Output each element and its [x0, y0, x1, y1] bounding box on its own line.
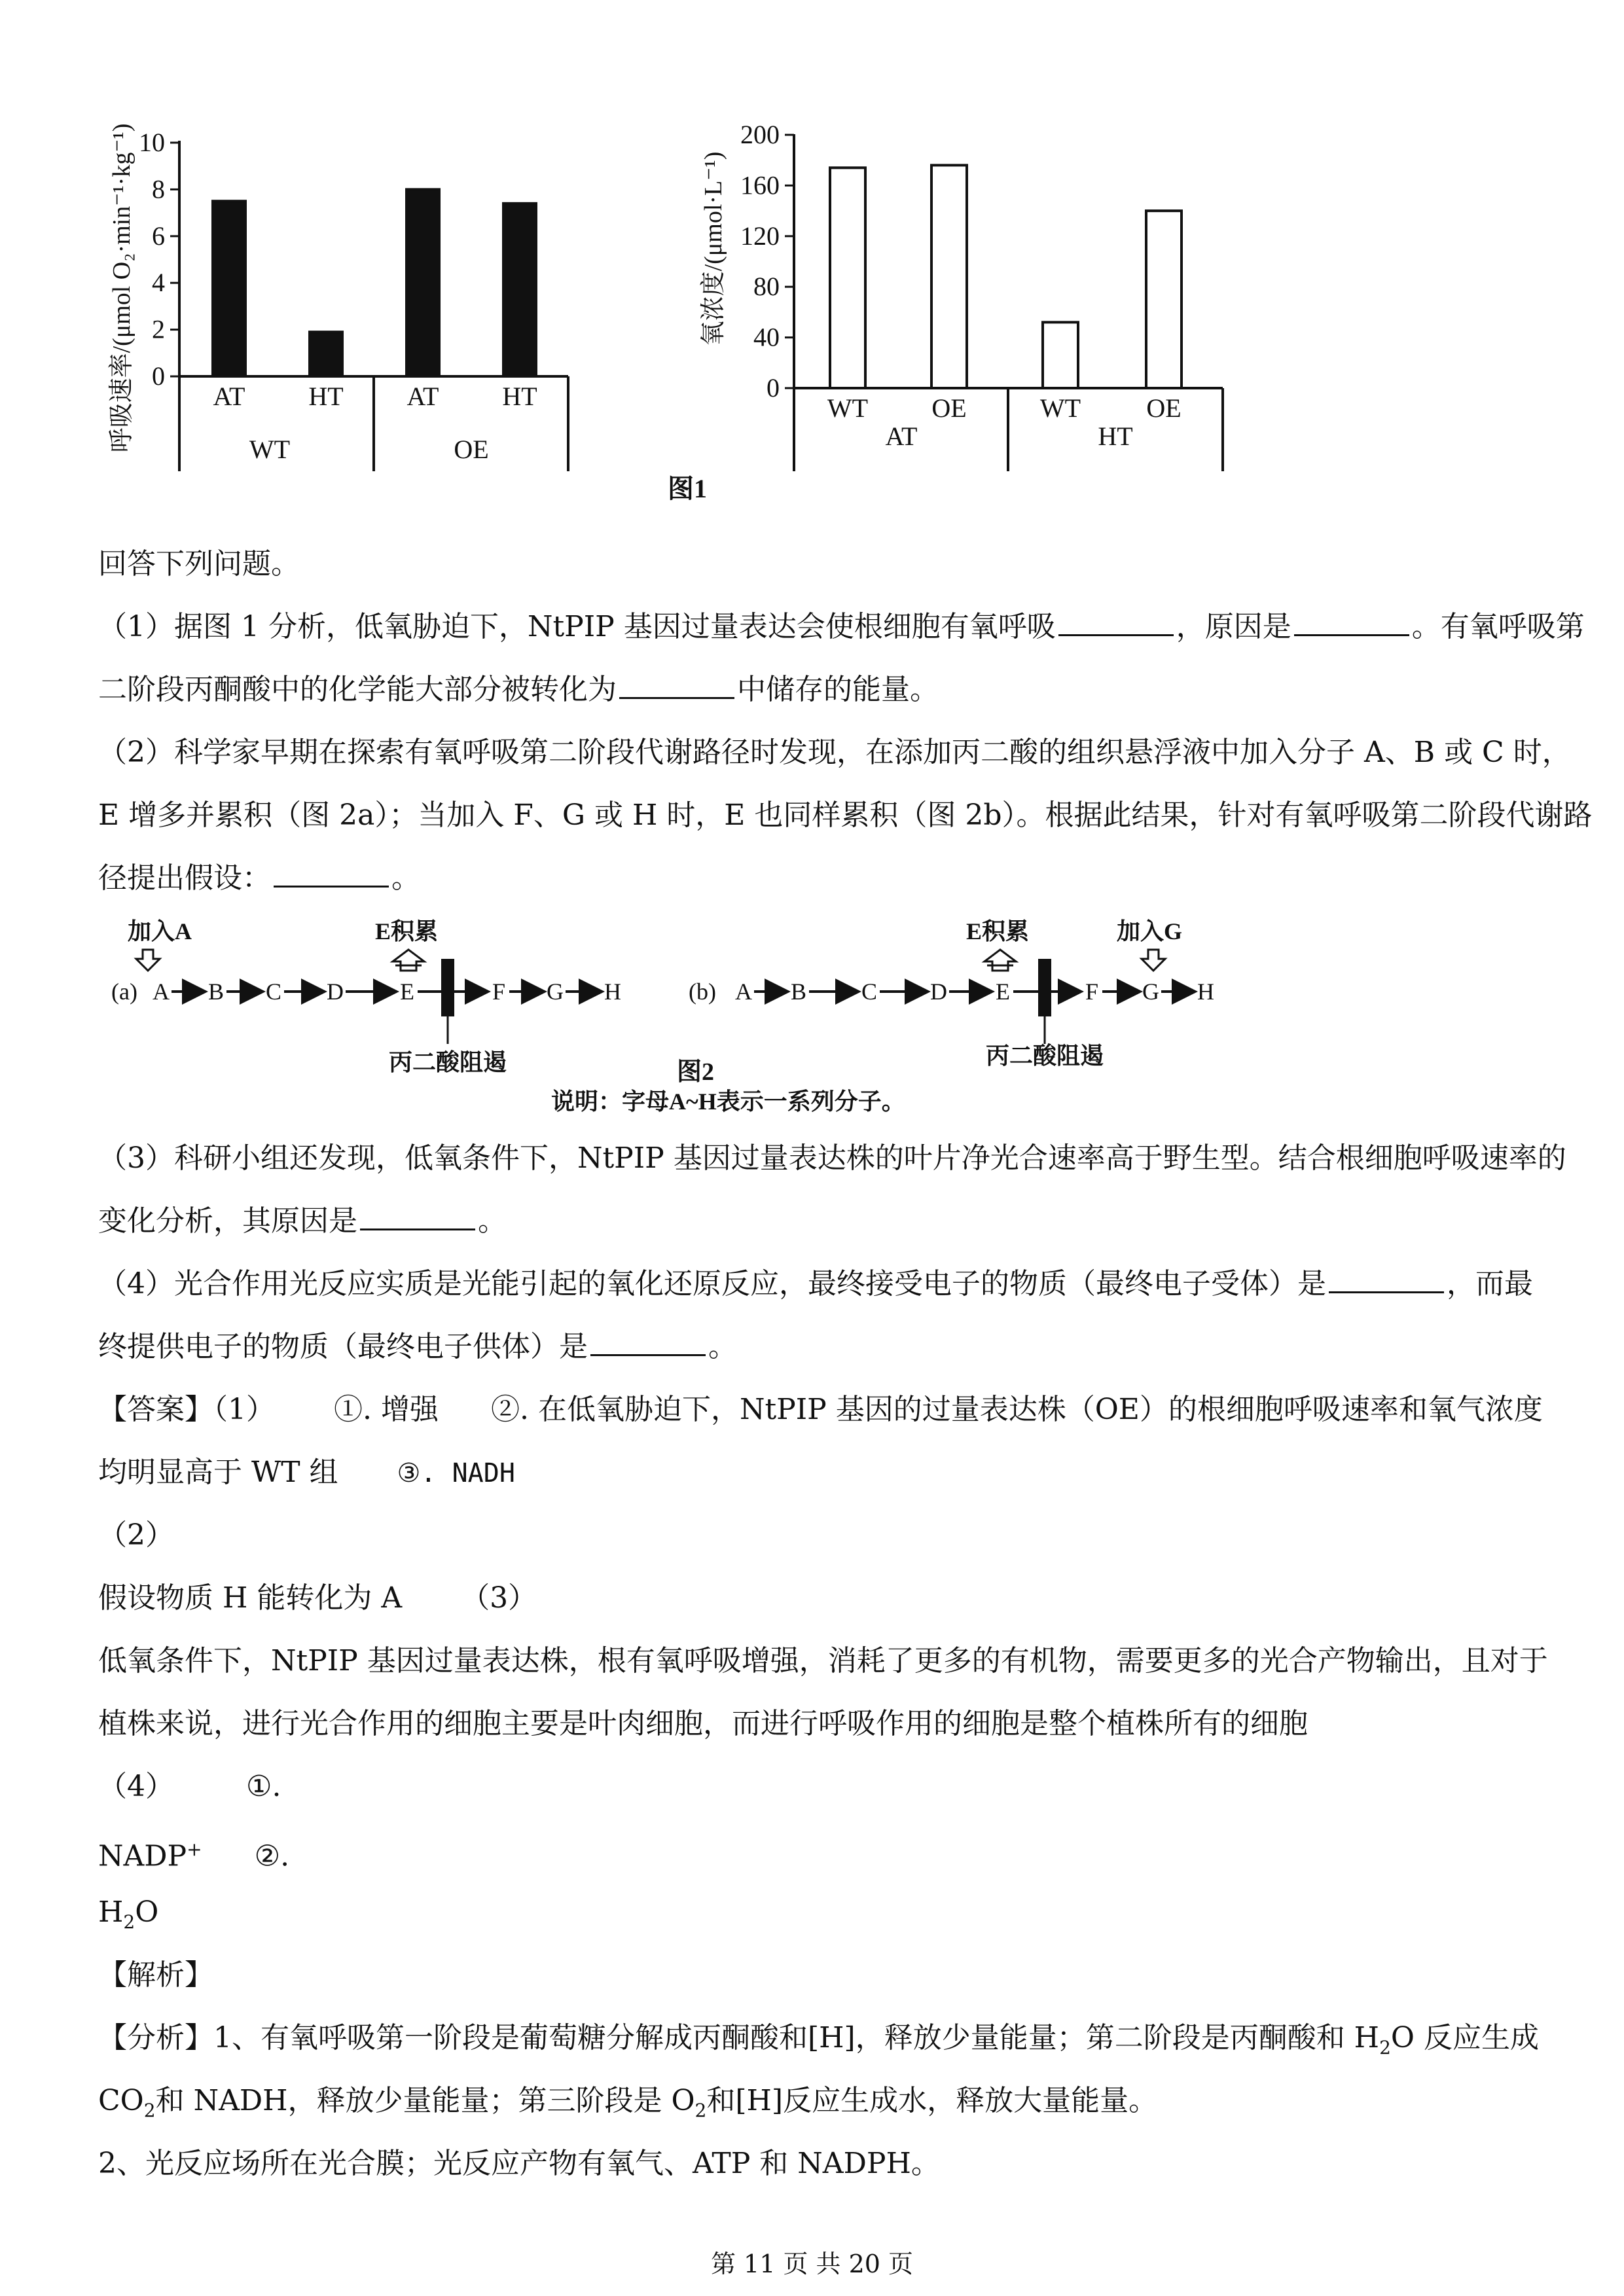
chart-respiration-rate: [108, 124, 568, 471]
q1-line-1: （1）据图 1 分析，低氧胁迫下，NtPIP 基因过量表达会使根细胞有氧呼吸 ，原因是 。有氧呼吸第: [98, 610, 1585, 643]
y-tick-label: 0: [767, 373, 780, 403]
analysis-line-2: $CO_2$和 NADH，释放少量能量；第三阶段是 $O_2$和[H]反应生成水，释放大量能量。: [98, 2084, 1158, 2121]
y-tick-label: 10: [139, 128, 165, 157]
figure-1-caption: 图1: [668, 474, 707, 503]
block-bar: [1038, 959, 1051, 1016]
x-tick-label: OE: [931, 393, 967, 423]
page-footer: 第 11 页 共 20 页: [710, 2250, 914, 2278]
diagram-b-block-label: 丙二酸阻遏: [985, 1043, 1104, 1069]
y-tick-label: 40: [753, 322, 780, 352]
up-accumulate-icon: [984, 950, 1016, 971]
x-tick-label: OE: [1146, 393, 1182, 423]
bar: [213, 201, 245, 376]
bar: [310, 332, 342, 376]
diagram-a-block-label: 丙二酸阻遏: [388, 1049, 507, 1075]
bar: [1146, 211, 1182, 388]
molecule-label: A: [735, 978, 752, 1005]
q4-line-1: （4）光合作用光反应实质是光能引起的氧化还原反应，最终接受电子的物质（最终电子受体）是 ，而最: [98, 1267, 1533, 1300]
block-bar: [441, 959, 454, 1016]
figure-2-caption: 图2: [677, 1058, 715, 1086]
answer-blank[interactable]: [1058, 612, 1174, 636]
answer-blank[interactable]: [1329, 1269, 1444, 1293]
diagram-b-add-label: 加入G: [1117, 918, 1183, 944]
answer-line-4: 假设物质 H 能转化为 A （3）: [98, 1581, 537, 1615]
answer-line-9: $H_2O$: [98, 1895, 159, 1933]
figure-1: [0, 0, 1624, 524]
y-tick-label: 80: [753, 272, 780, 302]
diagram-a-label: (a): [111, 978, 137, 1005]
diagram-a-accum-label: E积累: [375, 918, 439, 944]
answer-line-8: NADP+ ②.: [98, 1839, 290, 1873]
answer-line-6: 植株来说，进行光合作用的细胞主要是叶肉细胞，而进行呼吸作用的细胞是整个植株所有的细胞: [98, 1707, 1308, 1740]
chart-oxygen-concentration: [700, 120, 1223, 471]
down-arrow-icon: [136, 950, 160, 971]
bar: [1043, 322, 1078, 388]
q2-line-2: E 增多并累积（图 2a）；当加入 F、G 或 H 时，E 也同样累积（图 2b）。根据此结果，针对有氧呼吸第二阶段代谢路: [98, 798, 1593, 832]
molecule-label: B: [208, 978, 225, 1005]
diagram-b-accum-label: E积累: [966, 918, 1030, 944]
molecule-label: F: [1085, 978, 1099, 1005]
molecule-label: B: [790, 978, 807, 1005]
diagram-a-add-label: 加入A: [128, 918, 192, 944]
figure-2: [0, 913, 1624, 1129]
y-tick-label: 120: [740, 221, 780, 251]
chart2-group-label: HT: [1098, 422, 1133, 451]
answer-blank[interactable]: [619, 675, 734, 699]
analysis-line-1: 【分析】1、有氧呼吸第一阶段是葡萄糖分解成丙酮酸和[H]，释放少量能量；第二阶段是丙酮酸和 $H_2O$ 反应生成: [98, 2021, 1539, 2058]
down-arrow-icon: [1142, 950, 1165, 971]
x-tick-label: HT: [308, 382, 344, 411]
figure-2-note: 说明：字母A~H表示一系列分子。: [551, 1088, 905, 1115]
q3-line-1: （3）科研小组还发现，低氧条件下，NtPIP 基因过量表达株的叶片净光合速率高于野生型。结合根细胞呼吸速率的: [98, 1141, 1566, 1175]
chart1-group-label: WT: [249, 435, 291, 464]
answer-line-2: 均明显高于 WT 组 ③. NADH: [98, 1456, 515, 1489]
analysis-line-3: 2、光反应场所在光合膜；光反应产物有氧气、ATP 和 NADPH。: [98, 2147, 940, 2180]
bar: [931, 165, 967, 388]
q1-line-2: 二阶段丙酮酸中的化学能大部分被转化为 中储存的能量。: [98, 673, 939, 706]
x-tick-label: WT: [1039, 393, 1081, 423]
molecule-label: C: [265, 978, 282, 1005]
molecule-label: H: [604, 978, 621, 1005]
diagram-b-label: (b): [689, 978, 716, 1005]
intro-text: 回答下列问题。: [98, 547, 300, 581]
bar: [406, 189, 439, 376]
answer-line-5: 低氧条件下，NtPIP 基因过量表达株，根有氧呼吸增强，消耗了更多的有机物，需要更多的光合产物输出，且对于: [98, 1644, 1548, 1677]
molecule-label: D: [327, 978, 344, 1005]
molecule-label: E: [400, 978, 414, 1005]
molecule-label: G: [547, 978, 564, 1005]
diagram-b: [689, 918, 1214, 1069]
molecule-label: H: [1197, 978, 1214, 1005]
bar: [503, 204, 536, 376]
y-tick-label: 6: [152, 221, 165, 251]
analysis-tag: 【解析】: [98, 1958, 213, 1992]
molecule-label: G: [1142, 978, 1159, 1005]
x-tick-label: WT: [827, 393, 869, 423]
molecule-label: C: [861, 978, 878, 1005]
y-tick-label: 2: [152, 314, 165, 344]
q2-line-1: （2）科学家早期在探索有氧呼吸第二阶段代谢路径时发现，在添加丙二酸的组织悬浮液中加入分子 A、B 或 C 时，: [98, 736, 1571, 769]
answer-line-7: （4） ①.: [98, 1770, 281, 1803]
y-tick-label: 160: [740, 170, 780, 200]
q2-line-3: 径提出假设： 。: [98, 861, 420, 895]
y-tick-label: 0: [152, 361, 165, 391]
y-tick-label: 4: [152, 268, 165, 298]
bar: [830, 168, 865, 388]
answer-blank[interactable]: [1294, 612, 1409, 636]
chart1-ylabel: 呼吸速率/(μmol O₂·min⁻¹·kg⁻¹): [108, 123, 135, 453]
answer-line-3: （2）: [98, 1518, 174, 1552]
molecule-label: F: [492, 978, 506, 1005]
x-tick-label: HT: [502, 382, 537, 411]
molecule-label: E: [996, 978, 1010, 1005]
diagram-a: [111, 918, 621, 1075]
x-tick-label: AT: [406, 382, 439, 411]
molecule-label: A: [153, 978, 170, 1005]
q3-line-2: 变化分析，其原因是 。: [98, 1204, 507, 1238]
answer-blank[interactable]: [590, 1332, 706, 1356]
molecule-label: D: [930, 978, 947, 1005]
q4-line-2: 终提供电子的物质（最终电子供体）是 。: [98, 1330, 737, 1363]
x-tick-label: AT: [213, 382, 245, 411]
y-tick-label: 200: [740, 120, 780, 149]
chart2-group-label: AT: [885, 422, 918, 451]
answer-blank[interactable]: [360, 1206, 475, 1230]
answer-line-1: 【答案】（1） ①. 增强 ②. 在低氧胁迫下，NtPIP 基因的过量表达株（OE）的根细胞呼吸速率和氧气浓度: [98, 1393, 1543, 1426]
y-tick-label: 8: [152, 174, 165, 204]
answer-blank[interactable]: [274, 863, 389, 888]
chart2-ylabel: 氧浓度/(μmol·L⁻¹): [700, 151, 727, 346]
chart1-group-label: OE: [454, 435, 489, 464]
up-accumulate-icon: [393, 950, 424, 971]
